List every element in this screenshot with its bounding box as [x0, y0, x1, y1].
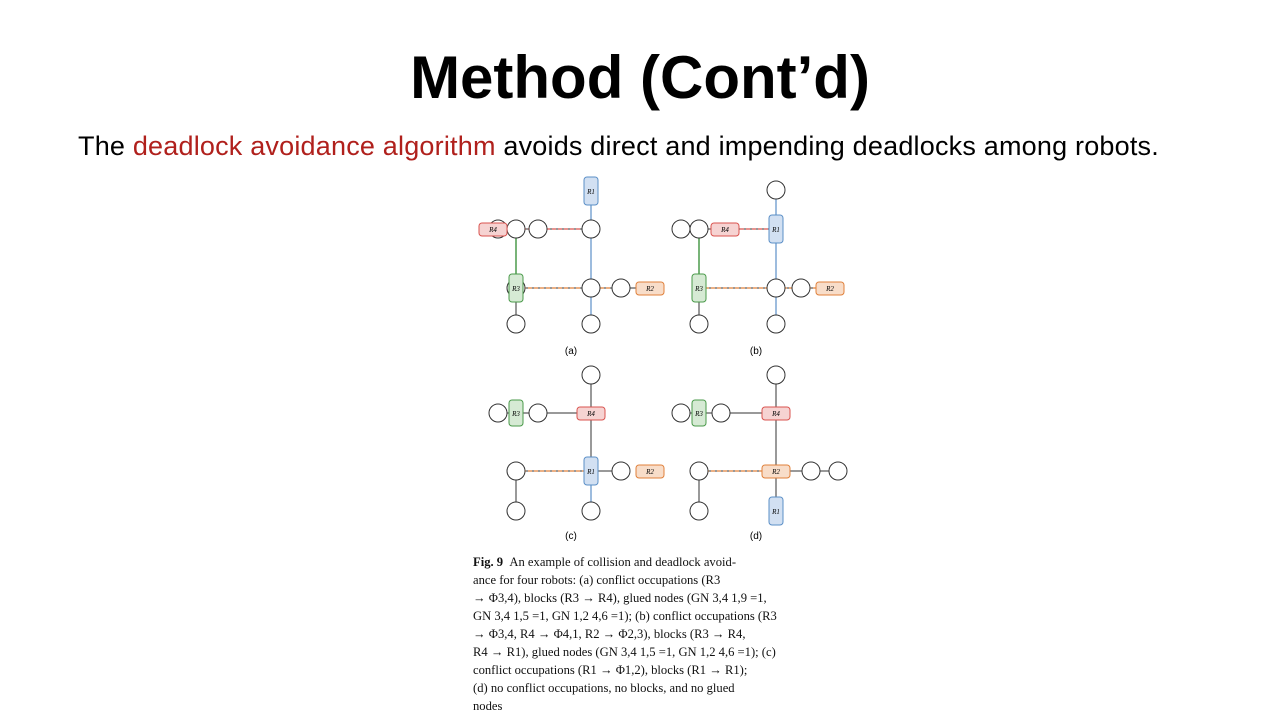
caption-line: GN 3,4 1,5 =1, GN 1,2 4,6 =1); (b) conflict occupations (R3	[473, 609, 777, 623]
robot-label: R2	[826, 285, 834, 293]
panel-a	[479, 177, 664, 357]
robot-label: R3	[512, 285, 520, 293]
panel-d	[672, 366, 847, 542]
robot-label: R4	[772, 410, 780, 418]
robot-label: R1	[587, 188, 595, 196]
body-suffix: avoids direct and impending deadlocks among robots.	[495, 131, 1159, 161]
panel-label: (d)	[749, 531, 763, 542]
figure-caption	[473, 553, 855, 715]
caption-line: → Φ3,4), blocks (R3 → R4), glued nodes (GN 3,4 1,9 =1,	[473, 591, 767, 605]
panel-label: (c)	[565, 531, 577, 542]
body-highlight: deadlock avoidance algorithm	[132, 131, 496, 161]
robot-label: R1	[587, 468, 595, 476]
caption-text: An example of collision and deadlock avoid-	[509, 555, 737, 569]
caption-line: R4 → R1), glued nodes (GN 3,4 1,5 =1, GN 1,2 4,6 =1); (c)	[473, 645, 776, 659]
robot-label: R2	[772, 468, 780, 476]
robot-label: R4	[489, 226, 497, 234]
robot-label: R3	[695, 285, 703, 293]
robot-label: R3	[695, 410, 703, 418]
figure-svg	[466, 172, 866, 557]
robot-label: R2	[646, 285, 654, 293]
robot-label: R3	[512, 410, 520, 418]
panel-c	[489, 366, 664, 542]
caption-line: nodes	[473, 699, 503, 713]
caption-label: Fig. 9	[473, 555, 504, 569]
caption-line: (d) no conflict occupations, no blocks, and no glued	[473, 681, 735, 695]
robot-label: R4	[587, 410, 595, 418]
robot-label: R1	[772, 508, 780, 516]
panel-label: (a)	[564, 346, 578, 357]
body-prefix: The	[78, 131, 133, 161]
slide-title: Method (Cont’d)	[410, 44, 870, 111]
caption-line: ance for four robots: (a) conflict occupations (R3	[473, 573, 721, 587]
body-text	[78, 128, 1188, 164]
caption-line: → Φ3,4, R4 → Φ4,1, R2 → Φ2,3), blocks (R3 → R4,	[473, 627, 746, 641]
robot-label: R1	[772, 226, 780, 234]
panel-b	[672, 181, 844, 357]
deadlock-figure	[466, 172, 866, 557]
caption-line: conflict occupations (R1 → Φ1,2), blocks (R1 → R1);	[473, 663, 748, 677]
robot-label: R2	[646, 468, 654, 476]
caption-line	[473, 553, 855, 571]
robot-label: R4	[721, 226, 729, 234]
panel-label: (b)	[749, 346, 763, 357]
